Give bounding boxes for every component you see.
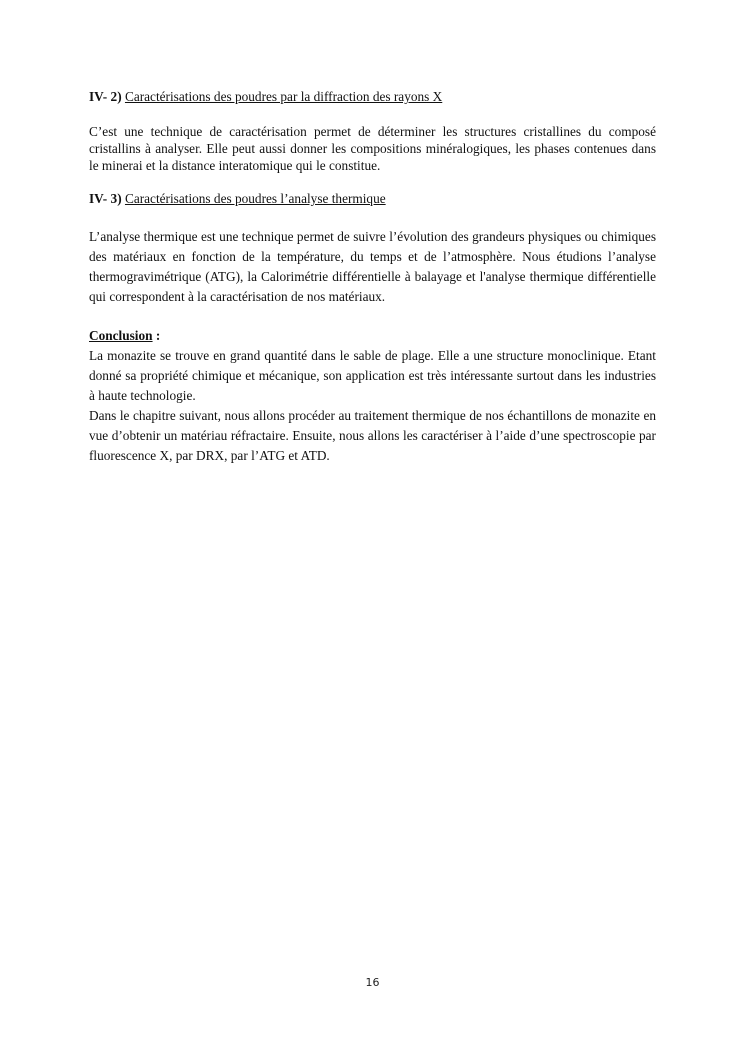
page-number: 16 xyxy=(365,976,380,989)
conclusion-label: Conclusion xyxy=(89,328,153,343)
section-title: Caractérisations des poudres l’analyse thermique xyxy=(124,191,386,206)
section-number: IV- 2) xyxy=(89,89,122,104)
page-content xyxy=(89,88,656,466)
conclusion-colon: : xyxy=(152,328,161,343)
conclusion-paragraph-1: La monazite se trouve en grand quantité dans le sable de plage. Elle a une structure monoclinique. Etant donné sa propriété chimique et mécanique, son application est très intéressante surtout dans les industries à haute technologie. xyxy=(89,348,656,403)
conclusion-heading xyxy=(89,327,656,345)
section-heading-iv-2 xyxy=(89,88,656,106)
section-heading-iv-3 xyxy=(89,190,656,208)
section-title: Caractérisations des poudres par la diffraction des rayons X xyxy=(124,89,443,104)
conclusion-paragraph-2: Dans le chapitre suivant, nous allons procéder au traitement thermique de nos échantillons de monazite en vue d’obtenir un matériau réfractaire. Ensuite, nous allons les caractériser à l’aide d’une spectroscopie par fluorescence X, par DRX, par l’ATG et ATD. xyxy=(89,408,656,463)
section-number: IV- 3) xyxy=(89,191,122,206)
section-paragraph-iv-2: C’est une technique de caractérisation permet de déterminer les structures cristallines du composé cristallins à analyser. Elle peut aussi donner les compositions minéralogiques, les phases contenues dans le minerai et la distance interatomique qui le constitue. xyxy=(89,124,656,173)
section-paragraph-iv-3: L’analyse thermique est une technique permet de suivre l’évolution des grandeurs physiques ou chimiques des matériaux en fonction de la température, du temps et de l’atmosphère. Nous étudions l’analyse thermogravimétrique (ATG), la Calorimétrie différentielle à balayage et l'analyse thermique différentielle qui correspondent à la caractérisation de nos matériaux. xyxy=(89,229,656,304)
